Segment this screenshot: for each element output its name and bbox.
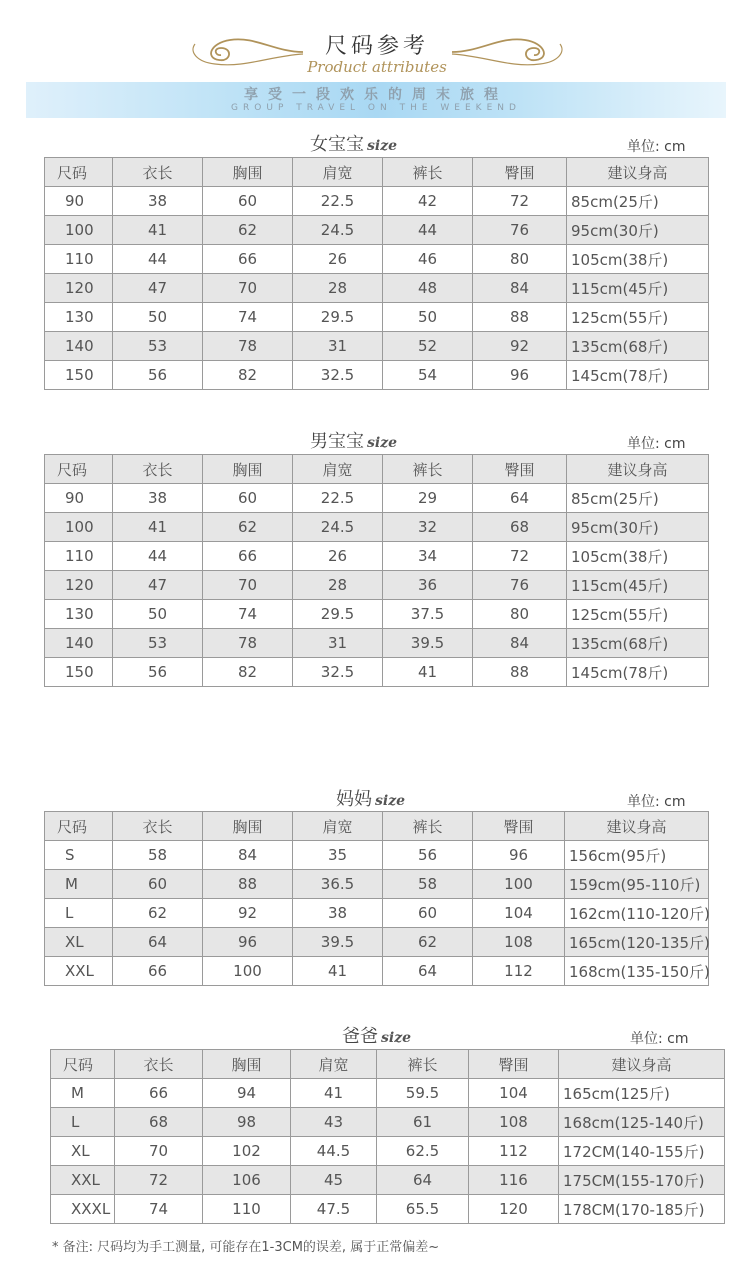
table-cell: 168cm(135-150斤) [565,957,709,986]
table-cell: M [45,870,113,899]
table-cell: 115cm(45斤) [567,571,709,600]
table-cell: 44.5 [291,1137,377,1166]
table-cell: 66 [115,1079,203,1108]
section-title-text: 男宝宝 [310,431,364,452]
size-table [44,811,709,986]
table-cell: 31 [293,332,383,361]
table-cell: 65.5 [377,1195,469,1224]
table-row [45,629,709,658]
table-cell: 50 [113,600,203,629]
table-cell: 72 [115,1166,203,1195]
table-cell: 56 [383,841,473,870]
table-cell: 70 [203,274,293,303]
table-cell: 53 [113,332,203,361]
table-cell: 60 [383,899,473,928]
table-cell: 37.5 [383,600,473,629]
table-row [45,187,709,216]
table-cell: 36.5 [293,870,383,899]
column-header: 臀围 [473,455,567,484]
table-cell: 64 [113,928,203,957]
table-cell: 100 [45,513,113,542]
table-cell: 64 [383,957,473,986]
column-header: 裤长 [383,455,473,484]
table-cell: 112 [469,1137,559,1166]
column-header: 胸围 [203,1050,291,1079]
table-cell: 135cm(68斤) [567,332,709,361]
section-title [336,785,405,811]
table-row [45,216,709,245]
table-cell: XXXL [51,1195,115,1224]
table-cell: 88 [473,303,567,332]
section-title [310,130,397,156]
table-cell: 112 [473,957,565,986]
table-cell: 70 [203,571,293,600]
column-header: 裤长 [383,812,473,841]
size-table [44,454,709,687]
table-cell: 78 [203,629,293,658]
table-cell: 105cm(38斤) [567,245,709,274]
table-cell: 62 [203,513,293,542]
table-row [51,1108,725,1137]
table-cell: 62 [203,216,293,245]
table-cell: 88 [203,870,293,899]
table-cell: 28 [293,274,383,303]
table-cell: 64 [377,1166,469,1195]
table-cell: 34 [383,542,473,571]
table-cell: 41 [383,658,473,687]
column-header: 肩宽 [293,812,383,841]
table-cell: 165cm(120-135斤) [565,928,709,957]
table-cell: 98 [203,1108,291,1137]
table-row [45,658,709,687]
table-cell: 26 [293,542,383,571]
table-cell: 35 [293,841,383,870]
table-row [45,484,709,513]
section-title-text: 爸爸 [342,1026,378,1047]
table-cell: 102 [203,1137,291,1166]
table-cell: 72 [473,187,567,216]
table-cell: 156cm(95斤) [565,841,709,870]
table-cell: L [45,899,113,928]
table-cell: 100 [203,957,293,986]
table-row [45,542,709,571]
table-cell: 60 [203,484,293,513]
section-title-text: 女宝宝 [310,134,364,155]
table-row [45,245,709,274]
column-header: 臀围 [473,812,565,841]
table-cell: 42 [383,187,473,216]
column-header: 胸围 [203,158,293,187]
table-cell: 24.5 [293,513,383,542]
table-cell: XXL [45,957,113,986]
table-cell: 95cm(30斤) [567,513,709,542]
unit-label: 单位: cm [627,794,686,810]
size-word: size [381,1030,412,1046]
table-cell: 39.5 [293,928,383,957]
table-cell: M [51,1079,115,1108]
table-cell: 82 [203,658,293,687]
table-cell: 58 [113,841,203,870]
table-cell: 90 [45,484,113,513]
table-cell: 82 [203,361,293,390]
footnote: * 备注: 尺码均为手工测量, 可能存在1-3CM的误差, 属于正常偏差~ [52,1240,440,1255]
column-header: 建议身高 [567,455,709,484]
page-title: 尺码参考 [324,34,429,59]
column-header: 裤长 [377,1050,469,1079]
table-cell: 104 [469,1079,559,1108]
unit-label: 单位: cm [630,1031,689,1047]
column-header: 胸围 [203,455,293,484]
table-cell: 130 [45,303,113,332]
column-header: 衣长 [113,158,203,187]
table-row [51,1137,725,1166]
table-cell: 50 [383,303,473,332]
table-cell: 85cm(25斤) [567,484,709,513]
table-cell: 92 [203,899,293,928]
table-cell: 140 [45,332,113,361]
table-cell: 108 [469,1108,559,1137]
table-cell: 76 [473,216,567,245]
table-cell: 50 [113,303,203,332]
column-header: 尺码 [45,812,113,841]
table-cell: 32.5 [293,658,383,687]
table-cell: 135cm(68斤) [567,629,709,658]
size-word: size [367,138,398,154]
table-cell: S [45,841,113,870]
table-cell: 100 [473,870,565,899]
section-title [342,1022,411,1048]
table-cell: 84 [203,841,293,870]
table-cell: 31 [293,629,383,658]
table-cell: 39.5 [383,629,473,658]
column-header: 尺码 [45,455,113,484]
table-cell: 28 [293,571,383,600]
table-cell: 125cm(55斤) [567,600,709,629]
table-cell: 29.5 [293,303,383,332]
table-cell: 74 [203,600,293,629]
table-cell: 53 [113,629,203,658]
banner-slogan: 享受一段欢乐的周末旅程 [244,87,508,103]
table-cell: 125cm(55斤) [567,303,709,332]
table-cell: 105cm(38斤) [567,542,709,571]
table-header-row [45,812,709,841]
table-cell: 38 [293,899,383,928]
table-cell: 44 [113,542,203,571]
table-cell: 44 [113,245,203,274]
banner [26,82,726,118]
table-cell: XL [51,1137,115,1166]
table-cell: 22.5 [293,484,383,513]
page-subtitle: Product attributes [307,58,447,76]
table-cell: 110 [203,1195,291,1224]
table-cell: 172CM(140-155斤) [559,1137,725,1166]
table-cell: 78 [203,332,293,361]
table-cell: 84 [473,629,567,658]
table-cell: 41 [291,1079,377,1108]
table-cell: 66 [203,245,293,274]
table-cell: 64 [473,484,567,513]
table-cell: 52 [383,332,473,361]
table-cell: 41 [293,957,383,986]
table-cell: 62 [383,928,473,957]
table-cell: 66 [113,957,203,986]
table-row [45,303,709,332]
unit-label: 单位: cm [627,139,686,155]
size-word: size [367,435,398,451]
table-cell: 88 [473,658,567,687]
table-cell: 68 [473,513,567,542]
table-cell: 162cm(110-120斤) [565,899,709,928]
table-cell: 96 [203,928,293,957]
table-row [45,361,709,390]
table-cell: 32 [383,513,473,542]
table-cell: 46 [383,245,473,274]
table-cell: 29.5 [293,600,383,629]
table-cell: 38 [113,484,203,513]
table-cell: 96 [473,841,565,870]
table-header-row [45,455,709,484]
table-cell: 94 [203,1079,291,1108]
table-cell: 48 [383,274,473,303]
column-header: 建议身高 [567,158,709,187]
table-cell: 168cm(125-140斤) [559,1108,725,1137]
table-row [45,274,709,303]
table-cell: 41 [113,216,203,245]
table-cell: 85cm(25斤) [567,187,709,216]
table-cell: XXL [51,1166,115,1195]
column-header: 建议身高 [559,1050,725,1079]
table-cell: 95cm(30斤) [567,216,709,245]
table-cell: 56 [113,658,203,687]
section-title-text: 妈妈 [336,789,372,810]
table-cell: 62 [113,899,203,928]
table-row [45,870,709,899]
table-cell: 80 [473,245,567,274]
table-cell: 110 [45,542,113,571]
table-cell: 145cm(78斤) [567,658,709,687]
column-header: 尺码 [51,1050,115,1079]
table-cell: 45 [291,1166,377,1195]
table-cell: 61 [377,1108,469,1137]
table-row [45,899,709,928]
column-header: 裤长 [383,158,473,187]
table-cell: 120 [45,571,113,600]
section-title [310,427,397,453]
table-cell: 36 [383,571,473,600]
table-cell: 43 [291,1108,377,1137]
table-cell: 115cm(45斤) [567,274,709,303]
header [0,0,754,125]
table-cell: 26 [293,245,383,274]
table-row [45,841,709,870]
table-row [45,571,709,600]
table-cell: 66 [203,542,293,571]
table-cell: 44 [383,216,473,245]
column-header: 肩宽 [293,158,383,187]
table-cell: 74 [115,1195,203,1224]
table-cell: 47.5 [291,1195,377,1224]
table-cell: 38 [113,187,203,216]
table-row [51,1195,725,1224]
table-row [51,1166,725,1195]
table-cell: 145cm(78斤) [567,361,709,390]
table-cell: 54 [383,361,473,390]
table-row [45,332,709,361]
table-cell: 130 [45,600,113,629]
column-header: 衣长 [113,812,203,841]
size-table [50,1049,725,1224]
column-header: 衣长 [115,1050,203,1079]
table-cell: 159cm(95-110斤) [565,870,709,899]
table-cell: 150 [45,658,113,687]
column-header: 尺码 [45,158,113,187]
size-word: size [375,793,406,809]
table-cell: 96 [473,361,567,390]
table-header-row [45,158,709,187]
table-cell: 47 [113,274,203,303]
table-cell: 116 [469,1166,559,1195]
table-cell: 120 [469,1195,559,1224]
table-cell: 165cm(125斤) [559,1079,725,1108]
column-header: 胸围 [203,812,293,841]
table-cell: 106 [203,1166,291,1195]
column-header: 建议身高 [565,812,709,841]
table-cell: 84 [473,274,567,303]
column-header: 臀围 [469,1050,559,1079]
size-table [44,157,709,390]
table-cell: 32.5 [293,361,383,390]
column-header: 衣长 [113,455,203,484]
table-cell: 140 [45,629,113,658]
table-cell: 56 [113,361,203,390]
table-cell: XL [45,928,113,957]
table-header-row [51,1050,725,1079]
table-cell: 24.5 [293,216,383,245]
table-row [45,600,709,629]
table-row [51,1079,725,1108]
table-cell: 90 [45,187,113,216]
column-header: 臀围 [473,158,567,187]
table-cell: 68 [115,1108,203,1137]
table-cell: 59.5 [377,1079,469,1108]
table-cell: 76 [473,571,567,600]
column-header: 肩宽 [293,455,383,484]
unit-label: 单位: cm [627,436,686,452]
table-cell: 60 [203,187,293,216]
table-cell: 29 [383,484,473,513]
table-cell: 120 [45,274,113,303]
table-cell: 62.5 [377,1137,469,1166]
table-cell: 74 [203,303,293,332]
table-cell: 72 [473,542,567,571]
table-cell: 104 [473,899,565,928]
table-cell: 58 [383,870,473,899]
table-cell: L [51,1108,115,1137]
table-cell: 178CM(170-185斤) [559,1195,725,1224]
table-row [45,513,709,542]
table-cell: 41 [113,513,203,542]
table-row [45,928,709,957]
table-row [45,957,709,986]
table-cell: 110 [45,245,113,274]
table-cell: 108 [473,928,565,957]
banner-slogan-en: GROUP TRAVEL ON THE WEEKEND [231,103,521,113]
column-header: 肩宽 [291,1050,377,1079]
table-cell: 22.5 [293,187,383,216]
table-cell: 60 [113,870,203,899]
table-cell: 92 [473,332,567,361]
table-cell: 100 [45,216,113,245]
table-cell: 150 [45,361,113,390]
table-cell: 47 [113,571,203,600]
table-cell: 175CM(155-170斤) [559,1166,725,1195]
table-cell: 70 [115,1137,203,1166]
table-cell: 80 [473,600,567,629]
